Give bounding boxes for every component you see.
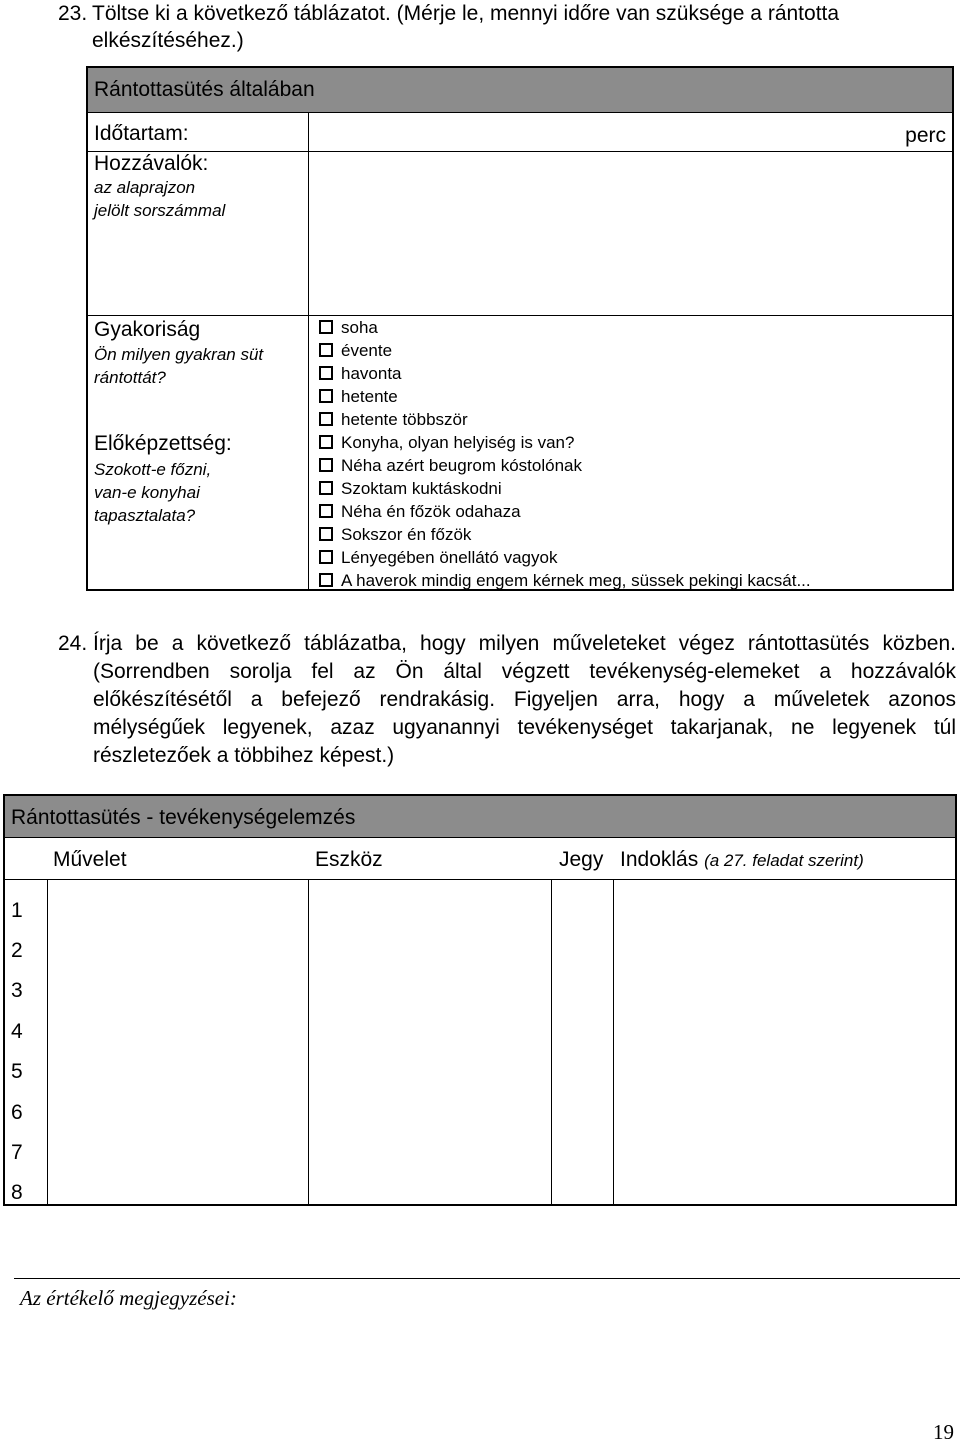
col-operation: Művelet <box>53 848 127 871</box>
checkbox-icon[interactable] <box>319 504 333 518</box>
checkbox-icon[interactable] <box>319 573 333 587</box>
frequency-sub: Ön milyen gyakran süt rántottát? <box>94 345 264 387</box>
table-header <box>5 796 955 838</box>
row-number: 8 <box>11 1181 23 1204</box>
checkbox-icon[interactable] <box>319 366 333 380</box>
row-number: 2 <box>11 939 23 962</box>
ingredients-label: Hozzávalók: <box>94 152 209 175</box>
row-divider <box>88 151 952 152</box>
footer-divider <box>14 1278 960 1279</box>
skill-sub: Szokott-e főzni, van-e konyhai tapasztalata? <box>94 460 212 525</box>
checkbox-icon[interactable] <box>319 527 333 541</box>
omelette-general-table <box>86 66 954 591</box>
option-hetente-tobbszor[interactable]: hetente többször <box>319 408 468 431</box>
option-skill-3[interactable]: Szoktam kuktáskodni <box>319 477 811 500</box>
option-evente[interactable]: évente <box>319 339 468 362</box>
row-number: 5 <box>11 1060 23 1083</box>
task-24-number: 24. <box>58 632 88 655</box>
row-number: 4 <box>11 1020 23 1043</box>
checkbox-icon[interactable] <box>319 320 333 334</box>
column-divider <box>47 879 48 1204</box>
skill-label: Előképzettség: <box>94 432 232 455</box>
checkbox-icon[interactable] <box>319 343 333 357</box>
checkbox-icon[interactable] <box>319 389 333 403</box>
option-skill-2[interactable]: Néha azért beugrom kóstolónak <box>319 454 811 477</box>
row-number: 7 <box>11 1141 23 1164</box>
table-title: Rántottasütés - tevékenységelemzés <box>11 806 356 829</box>
option-skill-5[interactable]: Sokszor én főzök <box>319 523 811 546</box>
duration-label: Időtartam: <box>94 122 189 145</box>
skill-options <box>319 431 811 592</box>
task-23-text: Töltse ki a következő táblázatot. (Mérje le, mennyi időre van szüksége a rántotta elkészítéséhez.) <box>92 2 840 52</box>
task-24-text: Írja be a következő táblázatba, hogy milyen műveleteket végez rántottasütés közben. (Sorrendben sorolja fel az Ön által végzett tevékenység-elemeket a hozzávalók előkészítésétől a befejező rendrakásig. Figyeljen arra, hogy a műveletek azonos mélységűek legyenek, azaz ugyanannyi tevékenységet takarjanak, ne legyenek túl részletezőek a többihez képest.) <box>93 632 956 767</box>
checkbox-icon[interactable] <box>319 550 333 564</box>
row-number: 3 <box>11 979 23 1002</box>
row-divider <box>88 315 952 316</box>
option-havonta[interactable]: havonta <box>319 362 468 385</box>
row-number: 6 <box>11 1101 23 1124</box>
column-headers <box>5 837 955 880</box>
page-number: 19 <box>933 1420 954 1444</box>
col-reason: Indoklás (a 27. feladat szerint) <box>620 848 864 871</box>
duration-unit: perc <box>905 124 946 147</box>
table-title: Rántottasütés általában <box>94 78 315 101</box>
checkbox-icon[interactable] <box>319 412 333 426</box>
row-number: 1 <box>11 899 23 922</box>
option-soha[interactable]: soha <box>319 316 468 339</box>
column-divider <box>551 879 552 1204</box>
checkbox-icon[interactable] <box>319 435 333 449</box>
option-skill-6[interactable]: Lényegében önellátó vagyok <box>319 546 811 569</box>
evaluator-notes-label: Az értékelő megjegyzései: <box>20 1286 237 1310</box>
checkbox-icon[interactable] <box>319 458 333 472</box>
option-skill-7[interactable]: A haverok mindig engem kérnek meg, süssek pekingi kacsát... <box>319 569 811 592</box>
option-skill-1[interactable]: Konyha, olyan helyiség is van? <box>319 431 811 454</box>
col-tool: Eszköz <box>315 848 383 871</box>
option-hetente[interactable]: hetente <box>319 385 468 408</box>
column-divider <box>613 879 614 1204</box>
frequency-label: Gyakoriság <box>94 318 201 341</box>
option-skill-4[interactable]: Néha én főzök odahaza <box>319 500 811 523</box>
column-divider <box>308 112 309 589</box>
column-divider <box>308 879 309 1204</box>
activity-analysis-table <box>3 794 957 1206</box>
task-23-number: 23. <box>58 2 88 25</box>
col-grade: Jegy <box>559 848 604 871</box>
checkbox-icon[interactable] <box>319 481 333 495</box>
frequency-options <box>319 316 468 431</box>
ingredients-sub: az alaprajzon jelölt sorszámmal <box>94 178 226 220</box>
table-header <box>88 68 952 113</box>
